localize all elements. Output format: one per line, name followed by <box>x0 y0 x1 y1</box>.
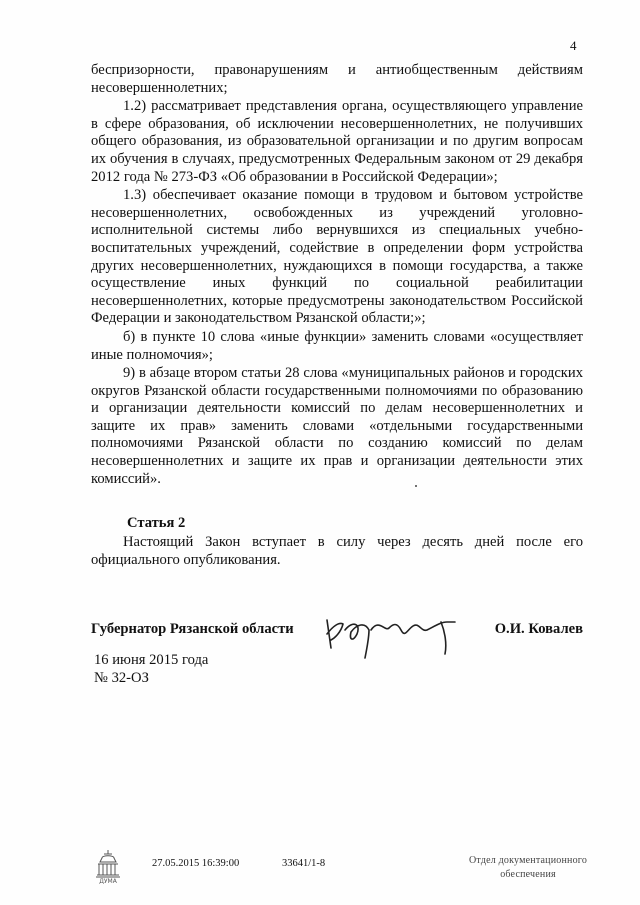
article-body <box>91 533 583 569</box>
law-number: № 32-ОЗ <box>94 670 149 686</box>
department-stamp <box>453 854 603 882</box>
handwritten-signature <box>323 608 473 663</box>
signing-date: 16 июня 2015 года <box>94 652 209 668</box>
law-paragraph: 1.2) рассматривает представления органа, осуществляющего управление в сфере образования, об исключении несовершеннолетних, не получивших общего образования, из образовательной организации и по другим вопросам их обучения в случаях, предусмотренных Федеральным законом от 29 декабря 2012 года № 273-ФЗ «Об образовании в Российской Федерации»; <box>91 98 583 185</box>
footer-timestamp: 27.05.2015 16:39:00 <box>152 858 240 869</box>
duma-emblem-icon <box>94 848 122 884</box>
law-paragraph: беспризорности, правонарушениям и антиобщественным действиям несовершеннолетних; <box>91 62 583 96</box>
law-body <box>91 62 583 488</box>
signer-name: О.И. Ковалев <box>494 621 583 637</box>
department-stamp-line1: Отдел документационного <box>468 855 588 866</box>
signer-position: Губернатор Рязанской области <box>91 621 294 637</box>
footer-document-id: 33641/1-8 <box>282 858 326 869</box>
emblem-caption: ДУМА <box>99 878 117 884</box>
scan-speck <box>415 485 417 487</box>
article-title: Статья 2 <box>127 515 186 531</box>
law-paragraph: 9) в абзаце втором статьи 28 слова «муниципальных районов и городских округов Рязанской области государственными полномочиями по образованию и организации деятельности комиссий по делам несовершеннолетних и защите их прав» заменить словами «отдельными государственными полномочиями Рязанской области по созданию комиссий по делам несовершеннолетних и защите их прав и организации деятельности этих комиссий». <box>91 365 583 487</box>
law-paragraph: 1.3) обеспечивает оказание помощи в трудовом и бытовом устройстве несовершеннолетних, освобожденных из учреждений уголовно-исполнительной системы либо вернувшихся из специальных учебно-воспитательных учреждений, содействие в определении форм устройства других несовершеннолетних, нуждающихся в помощи государства, а также осуществление иных функций по социальной реабилитации несовершеннолетних, которые предусмотрены законодательством Российской Федерации и законодательством Рязанской области;»; <box>91 187 583 327</box>
article-paragraph: Настоящий Закон вступает в силу через десять дней после его официального опубликования. <box>91 534 583 568</box>
law-paragraph: б) в пункте 10 слова «иные функции» заменить словами «осуществляет иные полномочия»; <box>91 328 583 363</box>
page-number: 4 <box>570 38 577 53</box>
department-stamp-line2: обеспечения <box>500 869 556 880</box>
